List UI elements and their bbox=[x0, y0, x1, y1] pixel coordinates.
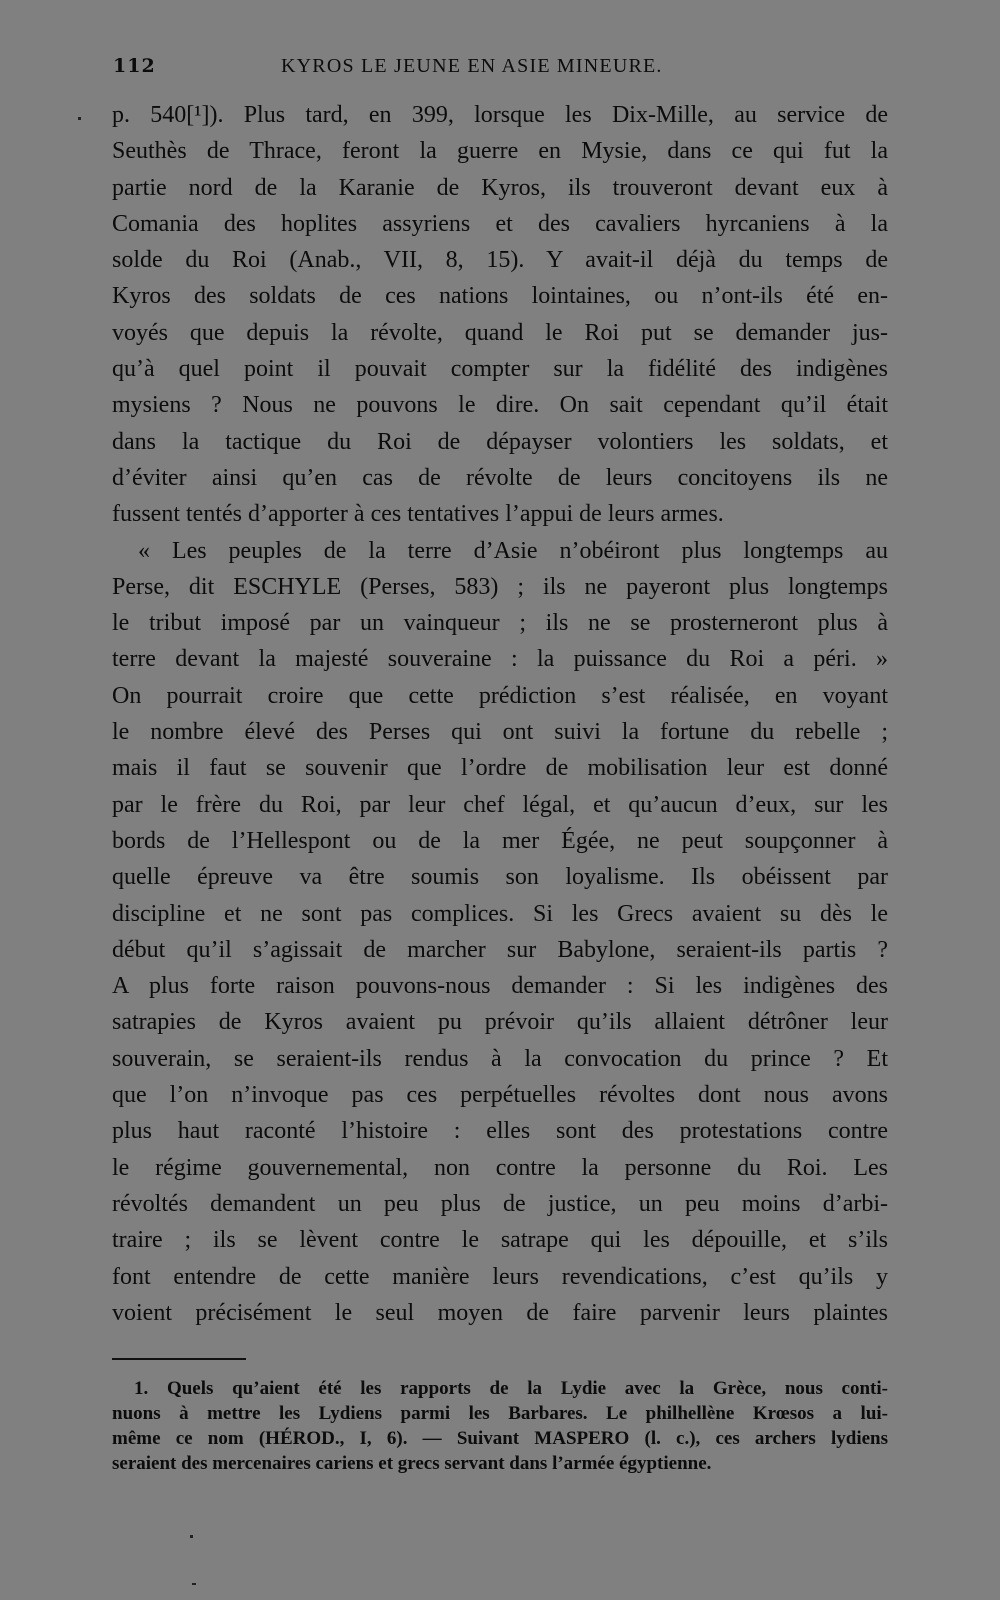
main-text bbox=[112, 97, 888, 1331]
text-line: le tribut imposé par un vainqueur ; ils ne se prosterneront plus à bbox=[112, 610, 888, 637]
text-line: plus haut raconté l’histoire : elles sont des protestations contre bbox=[112, 1118, 888, 1145]
text-line: début qu’il s’agissait de marcher sur Babylone, seraient-ils partis ? bbox=[112, 936, 888, 963]
footnote bbox=[112, 1376, 888, 1476]
text-line: Seuthès de Thrace, feront la guerre en Mysie, dans ce qui fut la bbox=[112, 138, 888, 165]
text-line: révoltés demandent un peu plus de justice, un peu moins d’arbi- bbox=[112, 1190, 888, 1217]
text-line: satrapies de Kyros avaient pu prévoir qu’ils allaient détrôner leur bbox=[112, 1009, 888, 1036]
text-line: souverain, se seraient-ils rendus à la convocation du prince ? Et bbox=[112, 1045, 888, 1072]
text-line: « Les peuples de la terre d’Asie n’obéiront plus longtemps au bbox=[138, 537, 888, 564]
footnote-separator bbox=[112, 1358, 246, 1360]
text-line: fussent tentés d’apporter à ces tentatives l’appui de leurs armes. bbox=[112, 501, 724, 528]
text-line: mais il faut se souvenir que l’ordre de mobilisation leur est donné bbox=[112, 755, 888, 782]
text-line: voient précisément le seul moyen de faire parvenir leurs plaintes bbox=[112, 1299, 888, 1326]
text-line: On pourrait croire que cette prédiction s’est réalisée, en voyant bbox=[112, 682, 888, 709]
text-line: solde du Roi (Anab., VII, 8, 15). Y avait-il déjà du temps de bbox=[112, 247, 888, 274]
text-line: mysiens ? Nous ne pouvons le dire. On sait cependant qu’il était bbox=[112, 392, 888, 419]
footnote-line: 1. Quels qu’aient été les rapports de la Lydie avec la Grèce, nous conti- bbox=[134, 1378, 888, 1399]
text-line: Comania des hoplites assyriens et des cavaliers hyrcaniens à la bbox=[112, 210, 888, 237]
scan-speck bbox=[190, 1535, 193, 1538]
text-line: p. 540[¹]). Plus tard, en 399, lorsque les Dix-Mille, au service de bbox=[112, 102, 888, 128]
text-line: A plus forte raison pouvons-nous demander : Si les indigènes des bbox=[112, 973, 888, 1000]
running-header bbox=[113, 55, 885, 81]
text-line: dans la tactique du Roi de dépayser volontiers les soldats, et bbox=[112, 428, 888, 455]
text-line: le régime gouvernemental, non contre la personne du Roi. Les bbox=[112, 1154, 888, 1181]
text-line: traire ; ils se lèvent contre le satrape qui les dépouille, et s’ils bbox=[112, 1227, 888, 1254]
text-line: terre devant la majesté souveraine : la puissance du Roi a péri. » bbox=[112, 646, 888, 673]
scan-speck bbox=[78, 117, 81, 120]
text-line: le nombre élevé des Perses qui ont suivi la fortune du rebelle ; bbox=[112, 719, 888, 746]
text-line: Kyros des soldats de ces nations lointaines, ou n’ont-ils été en- bbox=[112, 283, 888, 310]
page-number: 112 bbox=[113, 55, 156, 77]
text-line: Perse, dit ESCHYLE (Perses, 583) ; ils ne payeront plus longtemps bbox=[112, 573, 888, 600]
text-line: quelle épreuve va être soumis son loyalisme. Ils obéissent par bbox=[112, 864, 888, 891]
running-title: KYROS LE JEUNE EN ASIE MINEURE. bbox=[281, 55, 663, 77]
text-line: partie nord de la Karanie de Kyros, ils trouveront devant eux à bbox=[112, 174, 888, 201]
text-line: que l’on n’invoque pas ces perpétuelles révoltes dont nous avons bbox=[112, 1082, 888, 1109]
text-line: voyés que depuis la révolte, quand le Roi put se demander jus- bbox=[112, 319, 888, 346]
text-line: qu’à quel point il pouvait compter sur la fidélité des indigènes bbox=[112, 356, 888, 383]
text-line: discipline et ne sont pas complices. Si les Grecs avaient su dès le bbox=[112, 900, 888, 927]
text-line: d’éviter ainsi qu’en cas de révolte de leurs concitoyens ils ne bbox=[112, 464, 888, 491]
text-line: par le frère du Roi, par leur chef légal, et qu’aucun d’eux, sur les bbox=[112, 791, 888, 818]
footnote-line: même ce nom (HÉROD., I, 6). — Suivant MASPERO (l. c.), ces archers lydiens bbox=[112, 1428, 888, 1449]
footnote-line: nuons à mettre les Lydiens parmi les Barbares. Le philhellène Krœsos a lui- bbox=[112, 1403, 888, 1424]
text-line: font entendre de cette manière leurs revendications, c’est qu’ils y bbox=[112, 1263, 888, 1290]
footnote-line: seraient des mercenaires cariens et grecs servant dans l’armée égyptienne. bbox=[112, 1453, 712, 1474]
scan-speck bbox=[192, 1583, 196, 1585]
text-line: bords de l’Hellespont ou de la mer Égée, ne peut soupçonner à bbox=[112, 827, 888, 854]
